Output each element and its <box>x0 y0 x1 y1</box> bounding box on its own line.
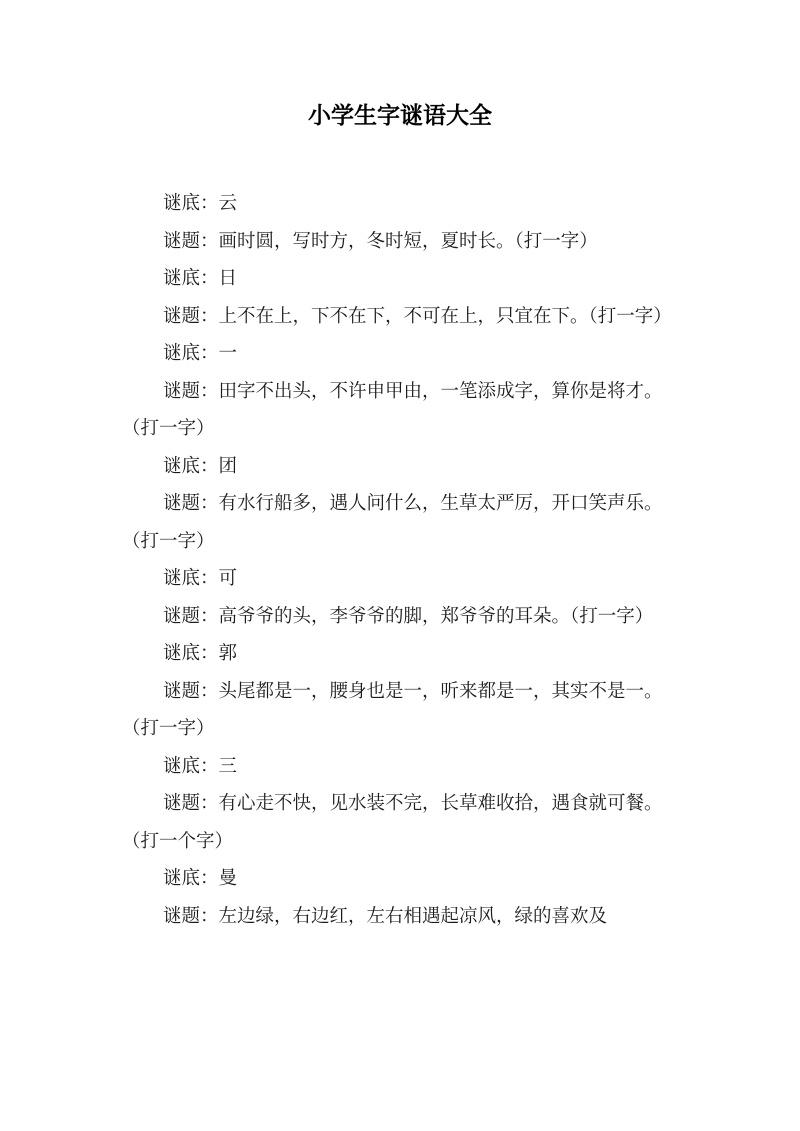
riddle-answer: 谜底：可 <box>163 568 238 589</box>
riddle-answer: 谜底：曼 <box>163 868 238 889</box>
riddle-question: 谜题：画时圆，写时方，冬时短，夏时长。（打一字） <box>163 230 598 252</box>
document-title: 小学生字谜语大全 <box>308 103 492 129</box>
riddle-question: 谜题：有心走不快，见水装不完，长草难收拾，遇食就可餐。（打一个字） <box>122 793 663 852</box>
riddle-answer: 谜底：三 <box>163 755 238 777</box>
riddle-answer: 谜底：一 <box>163 343 238 364</box>
riddle-question: 谜题：田字不出头，不许申甲由，一笔添成字，算你是将才。（打一字） <box>122 380 663 439</box>
riddle-answer: 谜底：日 <box>163 268 238 289</box>
riddle-question: 谜题：高爷爷的头，李爷爷的脚，郑爷爷的耳朵。（打一字） <box>163 605 654 627</box>
riddle-answer: 谜底：团 <box>163 455 238 477</box>
document-body <box>122 185 680 935</box>
riddle-question: 谜题：头尾都是一，腰身也是一，听来都是一，其实不是一。（打一字） <box>122 680 663 739</box>
riddle-question: 谜题：有水行船多，遇人问什么，生草太严厉，开口笑声乐。（打一字） <box>122 493 663 552</box>
riddle-answer: 谜底：云 <box>163 193 238 214</box>
riddle-question: 谜题：上不在上，下不在下，不可在上，只宜在下。（打一字） <box>163 305 672 327</box>
riddle-question: 谜题：左边绿，右边红，左右相遇起凉风，绿的喜欢及 <box>163 905 608 927</box>
riddle-answer: 谜底：郭 <box>163 643 238 664</box>
